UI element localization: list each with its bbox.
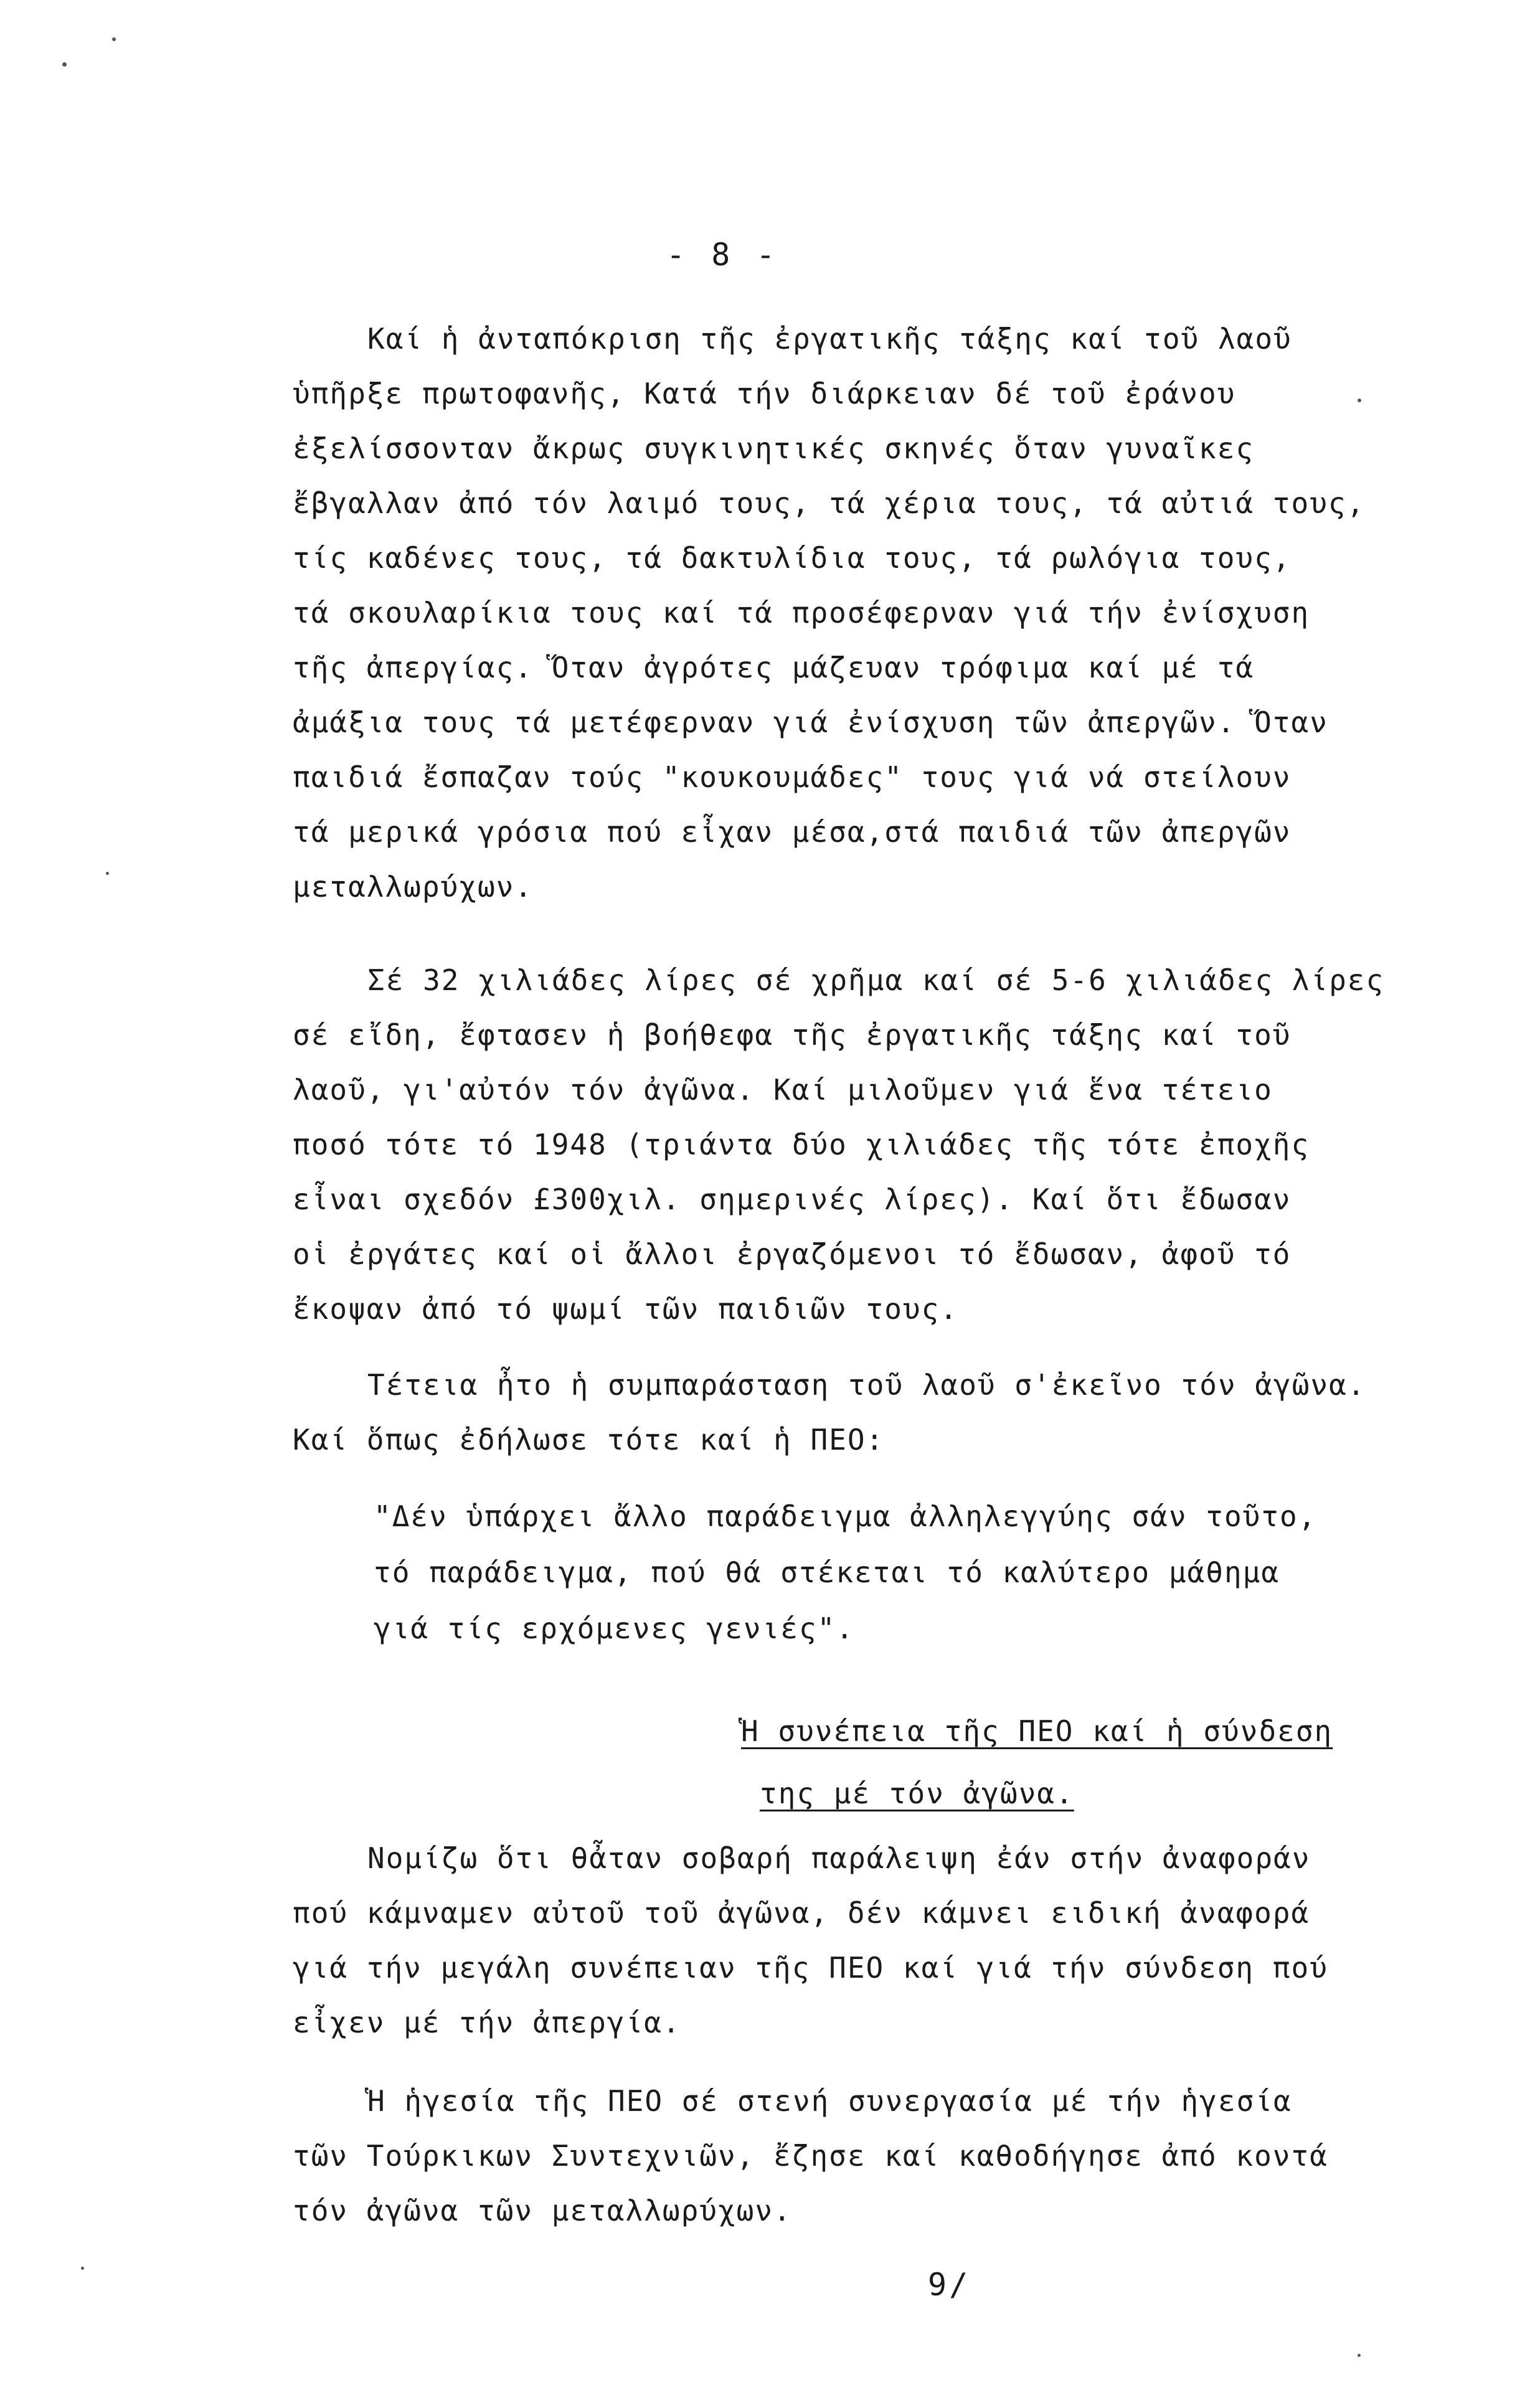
text-line: Καί ὅπως ἐδήλωσε τότε καί ἡ ΠΕΟ: (293, 1423, 885, 1457)
text-line: τά σκουλαρίκια τους καί τά προσέφερναν γιά τήν ἐνίσχυση (293, 596, 1310, 630)
text-line: τῆς ἀπεργίας. Ὅταν ἀγρότες μάζευαν τρόφιμα καί μέ τά (293, 651, 1255, 684)
text-line: παιδιά ἔσπαζαν τούς "κουκουμάδες" τους γιά νά στείλουν (293, 760, 1292, 794)
text-line: σέ εἴδη, ἔφτασεν ἡ βοήθεφα τῆς ἐργατικῆς τάξης καί τοῦ (293, 1018, 1292, 1052)
quote-line: "Δέν ὑπάρχει ἄλλο παράδειγμα ἀλληλεγγύης σάν τοῦτο, (374, 1499, 1317, 1533)
text-line: γιά τήν μεγάλη συνέπειαν τῆς ΠΕΟ καί γιά τήν σύνδεση πού (293, 1951, 1328, 1985)
block-quote (374, 1488, 1370, 1656)
paragraph-3 (293, 1357, 1414, 1467)
paragraph-1 (293, 311, 1414, 914)
scan-speck (1358, 2354, 1361, 2357)
section-heading (741, 1700, 1426, 1825)
text-line: τῶν Τούρκικων Συντεχνιῶν, ἔζησε καί καθοδήγησε ἀπό κοντά (293, 2139, 1328, 2173)
text-line: λαοῦ, γι'αὐτόν τόν ἀγῶνα. Καί μιλοῦμεν γιά ἕνα τέτειο (293, 1073, 1273, 1107)
text-line: τίς καδένες τους, τά δακτυλίδια τους, τά ρωλόγια τους, (293, 541, 1292, 575)
heading-line: της μέ τόν ἀγῶνα. (760, 1777, 1074, 1810)
quote-line: τό παράδειγμα, πού θά στέκεται τό καλύτερο μάθημα (374, 1556, 1280, 1589)
text-line: πού κάμναμεν αὐτοῦ τοῦ ἀγῶνα, δέν κάμνει ειδική ἀναφορά (293, 1896, 1310, 1930)
scan-speck (62, 62, 67, 67)
quote-line: γιά τίς ερχόμενες γενιές". (374, 1612, 855, 1645)
text-line: ἐξελίσσονταν ἄκρως συγκινητικές σκηνές ὅταν γυναῖκες (293, 432, 1255, 465)
paragraph-5 (293, 2074, 1414, 2238)
text-line: μεταλλωρύχων. (293, 870, 534, 904)
page-number: - 8 - (666, 237, 779, 273)
text-line: ἔβγαλλαν ἀπό τόν λαιμό τους, τά χέρια τους, τά αὐτιά τους, (293, 486, 1366, 520)
text-line: εἶναι σχεδόν £300χιλ. σημερινές λίρες). Καί ὅτι ἔδωσαν (293, 1183, 1292, 1216)
text-line: ποσό τότε τό 1948 (τριάντα δύο χιλιάδες τῆς τότε ἐποχῆς (293, 1128, 1310, 1161)
next-page-marker: 9/ (928, 2267, 971, 2303)
heading-line: Ἡ συνέπεια τῆς ΠΕΟ καί ἡ σύνδεση (741, 1714, 1333, 1748)
scan-speck (81, 2267, 84, 2270)
text-line: Καί ἡ ἀνταπόκριση τῆς ἐργατικῆς τάξης καί τοῦ λαοῦ (367, 322, 1292, 356)
text-line: Σέ 32 χιλιάδες λίρες σέ χρῆμα καί σέ 5-6 χιλιάδες λίρες (367, 963, 1385, 997)
text-line: ἀμάξια τους τά μετέφερναν γιά ἐνίσχυση τῶν ἀπεργῶν. Ὅταν (293, 706, 1328, 739)
text-line: ὑπῆρξε πρωτοφανῆς, Κατά τήν διάρκειαν δέ τοῦ ἐράνου (293, 377, 1236, 410)
text-line: εἶχεν μέ τήν ἀπεργία. (293, 2006, 681, 2039)
text-line: Νομίζω ὅτι θἆταν σοβαρή παράλειψη ἐάν στήν ἀναφοράν (367, 1841, 1311, 1875)
text-line: Ἡ ἡγεσία τῆς ΠΕΟ σέ στενή συνεργασία μέ τήν ἡγεσία (367, 2084, 1292, 2118)
text-line: οἱ ἐργάτες καί οἱ ἄλλοι ἐργαζόμενοι τό ἔδωσαν, ἀφοῦ τό (293, 1237, 1292, 1271)
scan-speck (1358, 399, 1361, 402)
text-line: Τέτεια ἦτο ἡ συμπαράσταση τοῦ λαοῦ σ'ἐκεῖνο τόν ἀγῶνα. (367, 1368, 1366, 1402)
text-line: τά μερικά γρόσια πού εἶχαν μέσα,στά παιδιά τῶν ἀπεργῶν (293, 815, 1292, 849)
text-line: τόν ἀγῶνα τῶν μεταλλωρύχων. (293, 2194, 792, 2227)
text-line: ἔκοψαν ἀπό τό ψωμί τῶν παιδιῶν τους. (293, 1292, 958, 1326)
paragraph-4 (293, 1831, 1414, 2050)
scan-speck (106, 872, 109, 875)
paragraph-2 (293, 953, 1414, 1336)
scan-speck (112, 37, 116, 41)
